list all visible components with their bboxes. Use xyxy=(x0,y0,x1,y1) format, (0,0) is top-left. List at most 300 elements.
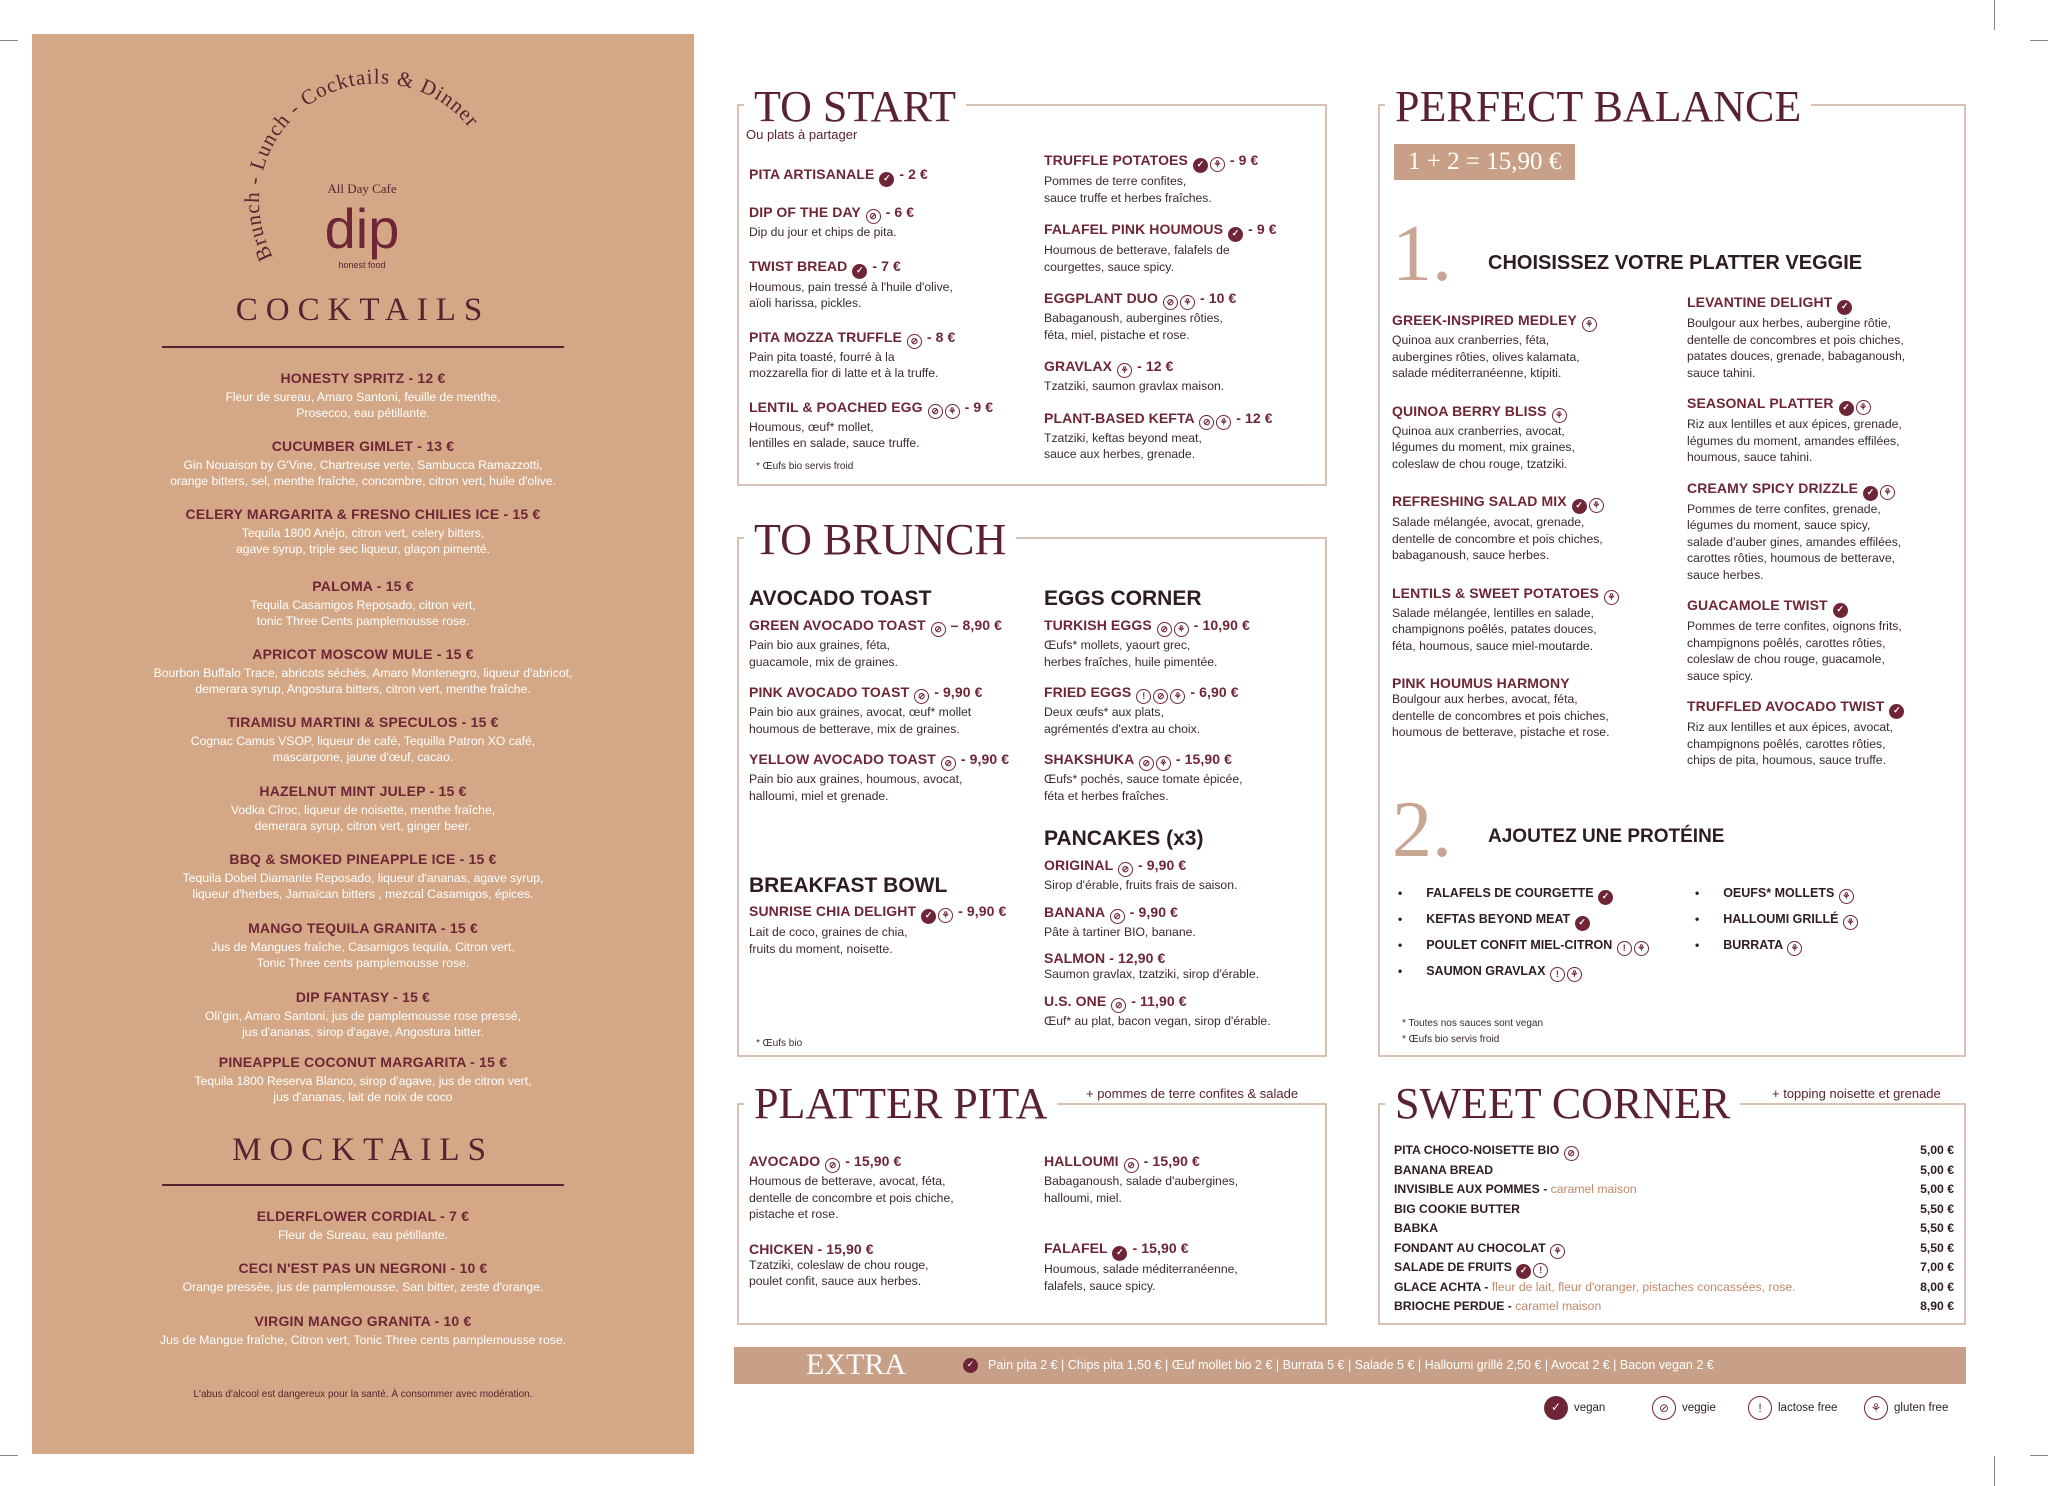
item-description: Salade mélangée, avocat, grenade, xyxy=(1392,515,1585,529)
item-name: SHAKSHUKA xyxy=(1044,751,1134,767)
cocktail-name: PINEAPPLE COCONUT MARGARITA - 15 € xyxy=(218,1054,508,1070)
to-brunch-note: * Œufs bio xyxy=(756,1038,803,1049)
item-price: - 2 € xyxy=(895,166,928,182)
item-description: Pommes de terre confites, xyxy=(1044,174,1187,188)
item-name: LEVANTINE DELIGHT xyxy=(1687,294,1833,310)
protein-list-left xyxy=(1398,886,1718,990)
item-description: dentelle de concombres et pois chiches, xyxy=(1687,332,1904,347)
dessert-price: 5,00 € xyxy=(1920,1162,1954,1177)
cocktail-item xyxy=(52,1054,674,1105)
lactose-free-icon: ! xyxy=(1533,1263,1548,1278)
veggie-platter-right-column xyxy=(1687,294,1962,783)
item-name: HALLOUMI xyxy=(1044,1153,1119,1169)
legend-item xyxy=(1544,1396,1605,1420)
item-price: - 15,90 € xyxy=(841,1153,902,1169)
veggie-icon: ⊘ xyxy=(941,756,956,771)
item-name: GREEN AVOCADO TOAST xyxy=(749,617,926,633)
menu-item xyxy=(1044,358,1324,395)
cocktail-description: Tequila 1800 Reserva Blanco, sirop d'agave, jus de citron vert, jus d'ananas, lait de noix de coco xyxy=(194,1074,532,1104)
alcohol-disclaimer: L'abus d'alcool est dangereux pour la santé. À consommer avec modération. xyxy=(193,1389,533,1400)
dessert-price: 5,00 € xyxy=(1920,1143,1954,1157)
item-price: - 9,90 € xyxy=(956,751,1010,767)
gluten-free-icon: ⚘ xyxy=(1550,1244,1565,1259)
item-description: Quinoa aux cranberries, avocat, xyxy=(1392,423,1565,438)
vegan-icon: ✓ xyxy=(1598,890,1613,905)
protein-name: FALAFELS DE COURGETTE xyxy=(1426,886,1598,900)
menu-item xyxy=(749,751,1039,804)
crop-mark xyxy=(0,1455,18,1456)
gluten-free-icon: ⚘ xyxy=(1856,400,1871,415)
gluten-free-icon: ⚘ xyxy=(1880,485,1895,500)
menu-item xyxy=(749,1153,1029,1223)
logo-subtitle: honest food xyxy=(338,260,386,270)
item-description: houmous, sauce tahini. xyxy=(1687,450,1813,464)
platter-pita-right-column xyxy=(1044,1153,1324,1328)
protein-name: OEUFS* MOLLETS xyxy=(1723,886,1838,900)
item-description: champignons poêlés, carottes rôties, xyxy=(1687,736,1886,751)
gluten-free-icon: ⚘ xyxy=(1634,941,1649,956)
platter-pita-subtitle: + pommes de terre confites & salade xyxy=(1082,1086,1302,1101)
cocktail-name: APRICOT MOSCOW MULE - 15 € xyxy=(252,646,474,662)
to-start-title: TO START xyxy=(744,85,966,129)
menu-item xyxy=(1687,597,1962,684)
legend-label: gluten free xyxy=(1894,1402,1949,1415)
item-price: - 15,90 € xyxy=(1171,751,1232,767)
item-description: salade d'auber gines, amandes effilées, xyxy=(1687,534,1902,549)
item-price: - 15,90 € xyxy=(1128,1240,1189,1256)
item-name: FRIED EGGS xyxy=(1044,684,1132,700)
dessert-row xyxy=(1394,1221,1954,1241)
avocado-toast-list xyxy=(749,617,1039,818)
item-description: Dip du jour et chips de pita. xyxy=(749,225,897,239)
item-description: coleslaw de chou rouge, tzatziki. xyxy=(1392,456,1568,471)
pancakes-heading: PANCAKES (x3) xyxy=(1044,827,1204,850)
cocktail-name: HAZELNUT MINT JULEP - 15 € xyxy=(259,783,467,799)
veggie-icon: ⊘ xyxy=(1652,1396,1676,1420)
gluten-free-icon: ⚘ xyxy=(945,404,960,419)
gluten-free-icon: ⚘ xyxy=(1787,941,1802,956)
cocktail-item xyxy=(52,506,674,557)
veggie-icon: ⊘ xyxy=(914,689,929,704)
to-start-right-column xyxy=(1044,152,1324,478)
avocado-toast-heading: AVOCADO TOAST xyxy=(749,587,932,610)
item-description: coleslaw de chou rouge, guacamole, xyxy=(1687,652,1885,666)
gluten-free-icon: ⚘ xyxy=(1582,317,1597,332)
item-description: aubergines rôties, olives kalamata, xyxy=(1392,349,1580,364)
item-description: Babaganoush, salade d'aubergines, xyxy=(1044,1174,1239,1188)
menu-item xyxy=(749,399,1029,452)
platter-pita-left-column xyxy=(749,1153,1029,1308)
item-description: Pain bio aux graines, houmous, avocat, xyxy=(749,772,963,786)
dessert-name: FONDANT AU CHOCOLAT xyxy=(1394,1240,1550,1255)
item-description: Pommes de terre confites, grenade, xyxy=(1687,501,1881,516)
cocktail-description: Tequila 1800 Anéjo, citron vert, celery bitters, agave syrup, triple sec liqueur, glaçon pimenté. xyxy=(235,526,491,556)
item-description: Riz aux lentilles et aux épices, avocat, xyxy=(1687,720,1893,734)
cocktail-description: Cognac Camus VSOP, liqueur de café, Tequilla Patron XO café, mascarpone, jaune d'œuf, cacao. xyxy=(190,734,536,764)
cocktail-item xyxy=(52,714,674,765)
dessert-price: 5,50 € xyxy=(1920,1221,1954,1235)
menu-item xyxy=(1392,312,1682,382)
item-description: Tzatziki, coleslaw de chou rouge, xyxy=(749,1257,929,1272)
cocktail-description: Vodka Cîroc, liqueur de noisette, menthe fraîche, demerara syrup, citron vert, ginger beer. xyxy=(230,803,496,833)
item-name: TWIST BREAD xyxy=(749,257,848,274)
mocktail-description: Orange pressée, jus de pamplemousse, San bitter, zeste d'orange. xyxy=(182,1280,544,1294)
platter-pita-title: PLATTER PITA xyxy=(744,1082,1057,1126)
item-description: Houmous, salade méditerranéenne, xyxy=(1044,1262,1238,1276)
item-description: sauce aux herbes, grenade. xyxy=(1044,447,1196,461)
menu-item xyxy=(1392,493,1682,564)
item-description: Boulgour aux herbes, avocat, féta, xyxy=(1392,692,1578,706)
item-price: - 10 € xyxy=(1195,290,1237,306)
vegan-icon: ✓ xyxy=(1572,499,1587,514)
pancakes-list xyxy=(1044,857,1324,1039)
cocktail-description: Oli'gin, Amaro Santoni, jus de pamplemousse rose pressé, jus d'ananas, sirop d'agave, Angostura bitter. xyxy=(205,1009,521,1039)
extra-bar xyxy=(734,1347,1966,1384)
item-description: halloumi, miel. xyxy=(1044,1190,1122,1205)
gluten-free-icon: ⚘ xyxy=(1567,967,1582,982)
protein-list-right xyxy=(1695,886,1935,964)
dessert-name: SALADE DE FRUITS xyxy=(1394,1260,1516,1274)
menu-item xyxy=(1044,751,1324,804)
to-start-note: * Œufs bio servis froid xyxy=(756,461,854,472)
item-name: YELLOW AVOCADO TOAST xyxy=(749,751,936,767)
item-description: houmous de betterave, pistache et rose. xyxy=(1392,725,1610,739)
item-name: PINK HOUMUS HARMONY xyxy=(1392,675,1570,691)
item-price: - 9,90 € xyxy=(954,903,1007,919)
cocktail-item xyxy=(52,646,674,697)
cocktails-heading: COCKTAILS xyxy=(235,292,491,328)
vegan-icon: ✓ xyxy=(1516,1264,1531,1279)
protein-option xyxy=(1398,886,1718,912)
vegan-icon: ✓ xyxy=(921,909,936,924)
crop-mark xyxy=(2030,1455,2048,1456)
item-description: chips de pita, houmous, sauce truffe. xyxy=(1687,753,1886,767)
vegan-icon: ✓ xyxy=(1112,1246,1127,1261)
gluten-free-icon: ⚘ xyxy=(1839,889,1854,904)
gluten-free-icon: ⚘ xyxy=(938,908,953,923)
veggie-icon: ⊘ xyxy=(825,1158,840,1173)
menu-item xyxy=(1687,395,1962,466)
item-description: féta et herbes fraîches. xyxy=(1044,788,1169,803)
menu-item xyxy=(749,329,1029,382)
dessert-price: 8,90 € xyxy=(1920,1299,1954,1313)
footnote: * Toutes nos sauces sont vegan xyxy=(1402,1018,1544,1029)
legend-label: lactose free xyxy=(1778,1402,1838,1415)
vegan-icon: ✓ xyxy=(1863,486,1878,501)
item-description: aïoli harissa, pickles. xyxy=(749,296,862,310)
diet-legend xyxy=(1544,1396,1964,1424)
gluten-free-icon: ⚘ xyxy=(1552,408,1567,423)
item-description: falafels, sauce spicy. xyxy=(1044,1278,1156,1293)
legend-item xyxy=(1864,1396,1948,1420)
item-price: - 11,90 € xyxy=(1127,992,1187,1009)
mocktail-name: CECI N'EST PAS UN NEGRONI - 10 € xyxy=(238,1260,488,1276)
veggie-icon: ⊘ xyxy=(1153,689,1168,704)
dessert-name: INVISIBLE AUX POMMES - xyxy=(1394,1182,1551,1196)
item-name: CHICKEN xyxy=(749,1240,814,1257)
item-name: SEASONAL PLATTER xyxy=(1687,395,1834,411)
item-price: - 9 € xyxy=(1225,152,1259,168)
item-price: - 7 € xyxy=(868,257,901,274)
logo-arc-text: Brunch - Lunch - Cocktails & Dinner xyxy=(239,64,485,266)
vegan-icon: ✓ xyxy=(852,264,867,279)
item-name: AVOCADO xyxy=(749,1153,821,1169)
menu-item xyxy=(1044,290,1324,343)
to-start-subtitle: Ou plats à partager xyxy=(746,127,858,142)
veggie-icon: ⊘ xyxy=(1163,295,1178,310)
menu-item xyxy=(1044,410,1324,463)
item-price: - 9 € xyxy=(1244,221,1277,237)
extra-items: Pain pita 2 € | Chips pita 1,50 € | Œuf mollet bio 2 € | Burrata 5 € | Salade 5 € | Halloumi grillé 2,50 € | Avocat 2 € | Bacon vegan 2 € xyxy=(988,1358,1714,1372)
menu-item xyxy=(1044,950,1324,983)
bullet: • xyxy=(1398,938,1403,952)
menu-item xyxy=(1392,585,1682,655)
protein-option xyxy=(1695,886,1935,912)
menu-item xyxy=(1687,294,1962,381)
item-description: Lait de coco, graines de chia, xyxy=(749,925,908,939)
item-description: Pain bio aux graines, féta, xyxy=(749,638,890,652)
item-name: FALAFEL PINK HOUMOUS xyxy=(1044,221,1224,237)
legend-item xyxy=(1652,1396,1716,1420)
item-description: fruits du moment, noisette. xyxy=(749,941,893,956)
crop-mark xyxy=(1994,1456,1995,1486)
gluten-free-icon: ⚘ xyxy=(1843,915,1858,930)
item-description: Boulgour aux herbes, aubergine rôtie, xyxy=(1687,316,1891,330)
protein-name: SAUMON GRAVLAX xyxy=(1426,964,1549,978)
item-description: Œuf* au plat, bacon vegan, sirop d'érable. xyxy=(1044,1013,1271,1028)
mocktail-name: ELDERFLOWER CORDIAL - 7 € xyxy=(256,1208,470,1224)
menu-item xyxy=(749,684,1039,737)
dessert-name: BIG COOKIE BUTTER xyxy=(1394,1201,1520,1216)
item-description: dentelle de concombres et pois chiches, xyxy=(1392,708,1609,723)
legend-label: veggie xyxy=(1682,1402,1716,1415)
item-description: mozzarella fior di latte et à la truffe. xyxy=(749,366,939,380)
item-name: SALMON xyxy=(1044,950,1106,966)
gluten-free-icon: ⚘ xyxy=(1604,590,1619,605)
item-name: LENTILS & SWEET POTATOES xyxy=(1392,584,1599,601)
item-description: guacamole, mix de graines. xyxy=(749,654,899,669)
item-price: - 15,90 € xyxy=(1139,1153,1200,1169)
gluten-free-icon: ⚘ xyxy=(1117,363,1132,378)
dessert-row xyxy=(1394,1260,1954,1280)
lactose-free-icon: ! xyxy=(1748,1396,1772,1420)
step-1-heading: CHOISISSEZ VOTRE PLATTER VEGGIE xyxy=(1488,252,1863,274)
item-description: Houmous, œuf* mollet, xyxy=(749,419,874,434)
menu-item xyxy=(749,1241,1029,1290)
step-2-heading: AJOUTEZ UNE PROTÉINE xyxy=(1488,826,1725,847)
veggie-icon: ⊘ xyxy=(866,209,881,224)
perfect-balance-notes xyxy=(1402,1018,1543,1050)
crop-mark xyxy=(1994,0,1995,30)
item-price: - 6 € xyxy=(881,204,915,220)
mocktails-heading: MOCKTAILS xyxy=(232,1132,494,1168)
gluten-free-icon: ⚘ xyxy=(1180,295,1195,310)
item-name: TRUFFLED AVOCADO TWIST xyxy=(1687,698,1885,714)
logo-brand: dip xyxy=(324,197,400,260)
item-price: - 6,90 € xyxy=(1186,684,1239,700)
protein-option xyxy=(1398,938,1718,964)
to-start-left-column xyxy=(749,166,1029,469)
item-price: - 9,90 € xyxy=(1134,857,1187,873)
item-description: pistache et rose. xyxy=(749,1207,839,1221)
item-price: - 15,90 € xyxy=(817,1240,874,1257)
cocktail-name: DIP FANTASY - 15 € xyxy=(295,989,431,1005)
item-description: agrémentés d'extra au choix. xyxy=(1044,721,1201,736)
combo-price-badge: 1 + 2 = 15,90 € xyxy=(1394,144,1575,180)
cocktail-name: PALOMA - 15 € xyxy=(312,578,414,594)
item-description: Saumon gravlax, tzatziki, sirop d'érable. xyxy=(1044,967,1260,981)
menu-item xyxy=(1392,403,1682,473)
sweet-corner-title: SWEET CORNER xyxy=(1385,1082,1740,1126)
cocktail-description: Tequila Casamigos Reposado, citron vert, tonic Three Cents pamplemousse rose. xyxy=(250,598,476,628)
vegan-icon: ✓ xyxy=(963,1358,978,1373)
item-name: PITA MOZZA TRUFFLE xyxy=(749,328,902,345)
protein-name: POULET CONFIT MIEL-CITRON xyxy=(1426,938,1616,952)
vegan-icon: ✓ xyxy=(1839,401,1854,416)
lactose-free-icon: ! xyxy=(1617,941,1632,956)
item-description: lentilles en salade, sauce truffe. xyxy=(749,436,920,450)
item-description: sauce herbes. xyxy=(1687,567,1764,582)
item-description: Pain bio aux graines, avocat, œuf* mollet xyxy=(749,705,972,719)
item-description: Deux œufs* aux plats, xyxy=(1044,705,1164,719)
bullet: • xyxy=(1398,912,1403,926)
item-description: Houmous de betterave, avocat, féta, xyxy=(749,1174,946,1188)
item-description: légumes du moment, sauce spicy, xyxy=(1687,518,1871,532)
extra-title: EXTRA xyxy=(806,1348,906,1381)
protein-option xyxy=(1398,912,1718,938)
dessert-extra: fleur de lait, fleur d'oranger, pistaches concassées, rose. xyxy=(1491,1279,1796,1294)
menu-item xyxy=(749,166,1029,187)
logo-tagline: All Day Cafe xyxy=(327,181,397,196)
cocktail-name: HONESTY SPRITZ - 12 € xyxy=(280,370,446,386)
mocktail-item xyxy=(52,1260,674,1295)
divider xyxy=(162,1184,564,1186)
item-description: champignons poêlés, carottes rôties, xyxy=(1687,635,1886,650)
item-description: Houmous de betterave, falafels de xyxy=(1044,243,1230,257)
item-description: sauce spicy. xyxy=(1687,668,1754,683)
item-name: ORIGINAL xyxy=(1044,857,1113,873)
cocktail-name: MANGO TEQUILA GRANITA - 15 € xyxy=(248,920,478,936)
protein-name: KEFTAS BEYOND MEAT xyxy=(1426,912,1574,926)
dessert-price: 8,00 € xyxy=(1920,1279,1954,1294)
dessert-price: 5,50 € xyxy=(1920,1201,1954,1216)
cocktail-item xyxy=(52,989,674,1040)
item-price: - 12 € xyxy=(1232,409,1273,426)
cocktail-name: TIRAMISU MARTINI & SPECULOS - 15 € xyxy=(227,714,499,730)
cocktail-name: BBQ & SMOKED PINEAPPLE ICE - 15 € xyxy=(229,851,497,867)
menu-item xyxy=(749,258,1029,312)
item-price: - 12 € xyxy=(1133,358,1174,374)
lactose-free-icon: ! xyxy=(1550,967,1565,982)
dessert-price: 7,00 € xyxy=(1920,1260,1954,1274)
vegan-icon: ✓ xyxy=(1837,300,1852,315)
step-1-number: 1. xyxy=(1392,210,1452,298)
sweet-corner-subtitle: + topping noisette et grenade xyxy=(1768,1086,1945,1101)
sweet-corner-list xyxy=(1394,1143,1954,1319)
gluten-free-icon: ⚘ xyxy=(1589,498,1604,513)
eggs-corner-heading: EGGS CORNER xyxy=(1044,587,1202,610)
item-description: babaganoush, sauce herbes. xyxy=(1392,548,1550,562)
dessert-row xyxy=(1394,1182,1954,1202)
item-description: féta, miel, pistache et rose. xyxy=(1044,327,1190,342)
item-description: sauce tahini. xyxy=(1687,365,1756,380)
menu-item xyxy=(749,903,1039,957)
item-description: salade méditerranéenne, ktipiti. xyxy=(1392,366,1562,380)
menu-item xyxy=(1687,480,1962,584)
cocktail-name: CELERY MARGARITA & FRESNO CHILIES ICE - 15 € xyxy=(185,506,541,522)
cocktail-description: Fleur de sureau, Amaro Santoni, feuille de menthe, Prosecco, eau pétillante. xyxy=(225,390,501,420)
menu-item xyxy=(1044,857,1324,894)
item-name: PITA ARTISANALE xyxy=(749,166,875,182)
item-description: Babaganoush, aubergines rôties, xyxy=(1044,311,1223,325)
perfect-balance-title: PERFECT BALANCE xyxy=(1385,85,1811,129)
bullet: • xyxy=(1695,912,1700,926)
protein-option xyxy=(1695,912,1935,938)
dessert-name: GLACE ACHTA - xyxy=(1394,1279,1492,1294)
item-description: patates douces, grenade, babaganoush, xyxy=(1687,349,1906,363)
breakfast-bowl-list xyxy=(749,903,1039,971)
item-price: – 8,90 € xyxy=(946,617,1003,633)
protein-name: HALLOUMI GRILLÉ xyxy=(1723,912,1842,926)
mocktail-description: Jus de Mangue fraîche, Citron vert, Tonic Three cents pamplemousse rose. xyxy=(159,1333,566,1347)
veggie-icon: ⊘ xyxy=(1199,415,1214,430)
protein-option xyxy=(1695,938,1935,964)
bullet: • xyxy=(1695,938,1700,952)
item-description: sauce truffe et herbes fraîches. xyxy=(1044,190,1212,205)
eggs-corner-list xyxy=(1044,617,1324,818)
item-price: - 9,90 € xyxy=(1125,903,1179,920)
item-name: GREEK-INSPIRED MEDLEY xyxy=(1392,312,1577,328)
cocktail-description: Jus de Mangues fraîche, Casamigos tequila, Citron vert, Tonic Three cents pamplemousse rose. xyxy=(211,940,515,970)
vegan-icon: ✓ xyxy=(1889,704,1904,719)
item-price: - 8 € xyxy=(922,328,956,345)
gluten-free-icon: ⚘ xyxy=(1156,756,1171,771)
item-description: Salade mélangée, lentilles en salade, xyxy=(1392,605,1594,620)
item-name: DIP OF THE DAY xyxy=(749,204,861,220)
item-name: PINK AVOCADO TOAST xyxy=(749,684,910,700)
footnote: * Œufs bio servis froid xyxy=(1402,1034,1500,1045)
logo xyxy=(32,34,694,294)
dessert-row xyxy=(1394,1241,1954,1261)
mocktail-description: Fleur de Sureau, eau pétillante. xyxy=(277,1228,449,1242)
vegan-icon: ✓ xyxy=(1544,1396,1568,1420)
dessert-row xyxy=(1394,1299,1954,1319)
vegan-icon: ✓ xyxy=(1575,916,1590,931)
item-description: champignons poêlés, patates douces, xyxy=(1392,622,1597,636)
vegan-icon: ✓ xyxy=(879,172,894,187)
menu-item xyxy=(1044,617,1324,670)
veggie-icon: ⊘ xyxy=(1111,998,1126,1013)
protein-name: BURRATA xyxy=(1723,938,1787,952)
vegan-icon: ✓ xyxy=(1193,158,1208,173)
cocktail-description: Bourbon Buffalo Trace, abricots séchés, Amaro Montenegro, liqueur d'abricot, demerara syrup, Angostura bitters, citron vert, menthe fraîche. xyxy=(153,666,573,696)
menu-item xyxy=(1392,675,1682,741)
gluten-free-icon: ⚘ xyxy=(1174,622,1189,637)
mocktail-item xyxy=(52,1313,674,1348)
item-name: PLANT-BASED KEFTA xyxy=(1044,409,1195,426)
item-name: BANANA xyxy=(1044,903,1105,920)
item-description: houmous de betterave, mix de graines. xyxy=(749,721,960,736)
veggie-icon: ⊘ xyxy=(1139,756,1154,771)
to-brunch-title: TO BRUNCH xyxy=(744,518,1016,562)
veggie-icon: ⊘ xyxy=(907,334,922,349)
crop-mark xyxy=(0,40,18,41)
dessert-row xyxy=(1394,1280,1954,1300)
dessert-row xyxy=(1394,1163,1954,1183)
item-price: - 12,90 € xyxy=(1109,950,1166,966)
breakfast-bowl-heading: BREAKFAST BOWL xyxy=(749,874,948,897)
menu-item xyxy=(1044,904,1324,941)
